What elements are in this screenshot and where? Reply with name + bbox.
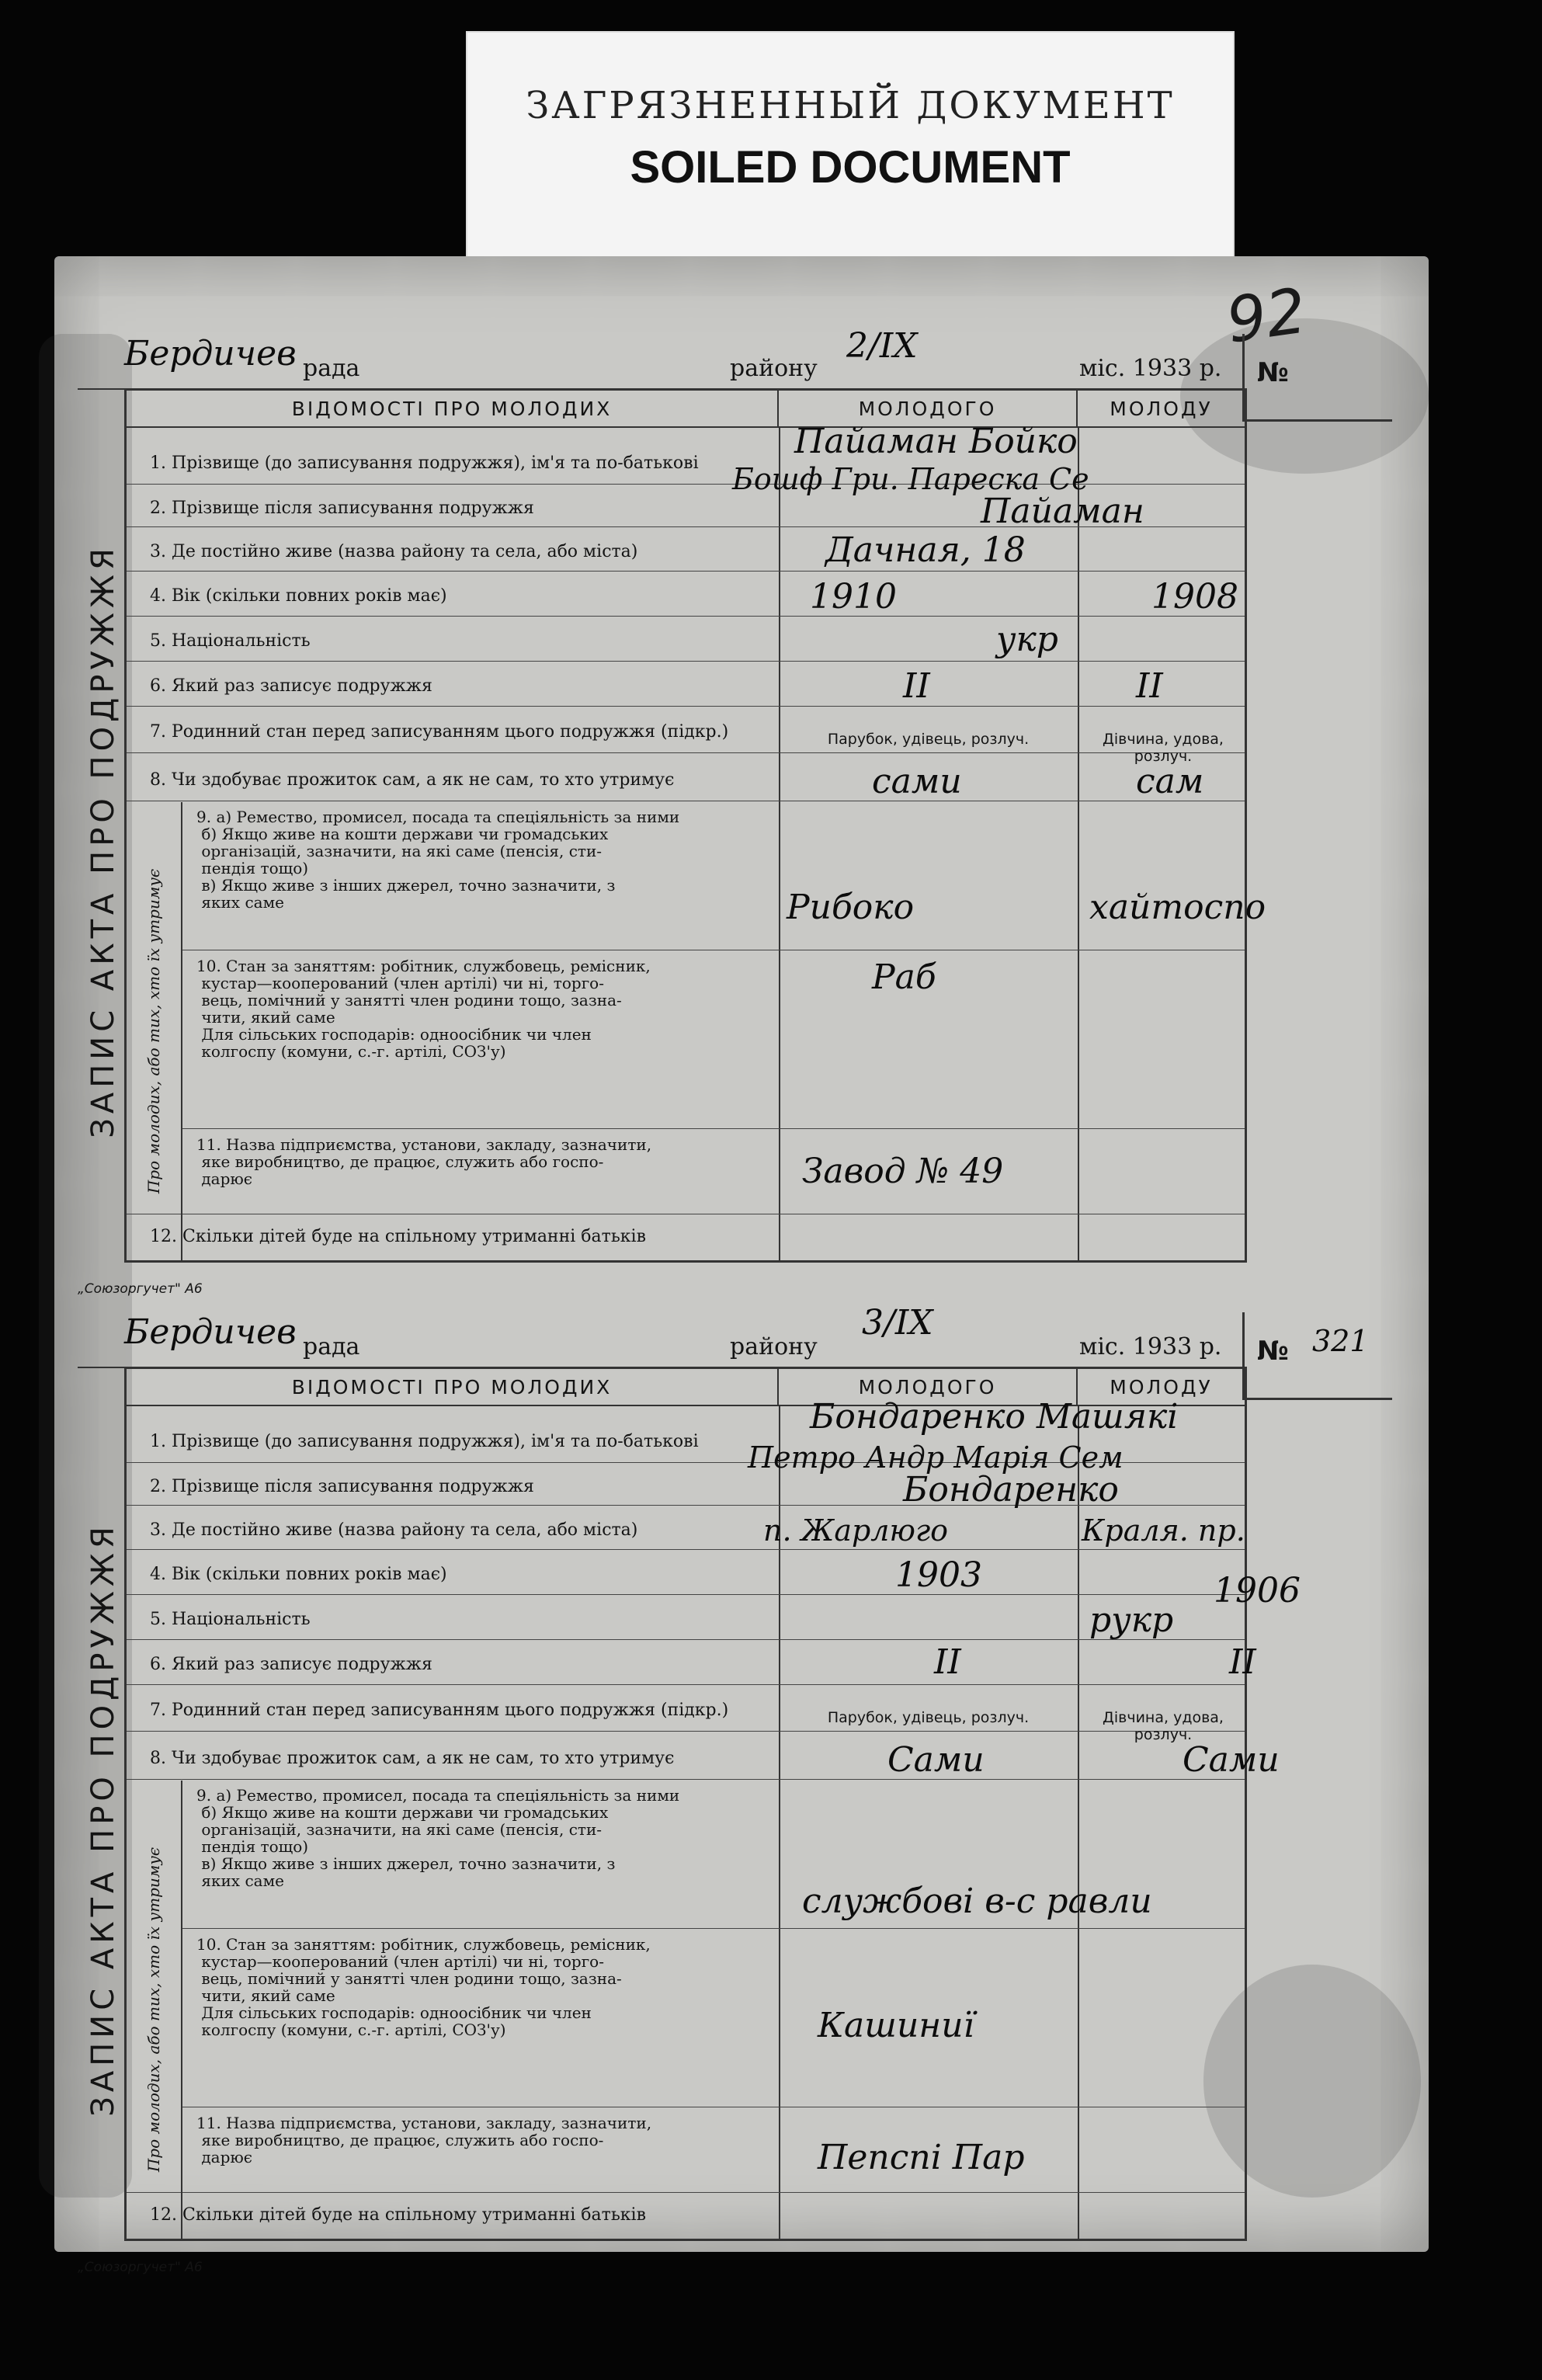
sidebar-title: ЗАПИС АКТА ПРО ПОДРУЖЖЯ [85, 1522, 121, 2117]
hw-row9: службові в-с равли [802, 1881, 1152, 1921]
column-header-info: ВІДОМОСТІ ПРО МОЛОДИХ [127, 391, 779, 428]
form-grid [85, 1367, 1301, 2241]
hw-row11: Завод № 49 [802, 1152, 1004, 1191]
column-divider [779, 426, 780, 1260]
hw-row6-bride: II [1229, 1642, 1256, 1682]
form-sidebar [84, 1400, 123, 2239]
question-9: 9. а) Ремество, промисел, посада та спеціяльність за ними б) Якщо живе на кошти держави чи громадських організацій, зазначити, на які саме (пенсія, сти- пендія тощо) в) Якщо живе з інших джерел, точно зазначити, з яких саме [196, 1786, 680, 1890]
question-1: 1. Прізвище (до записування подружжя), ім'я та по-батькові [150, 453, 699, 473]
record-number-label: № [1257, 1336, 1289, 1367]
hint-groom-status: Парубок, удівець, розлуч. [827, 731, 1030, 748]
hw-record-number: 321 [1312, 1324, 1369, 1358]
column-header-groom: МОЛОДОГО [779, 391, 1078, 428]
question-5: 5. Національність [150, 1610, 311, 1629]
hw-row9-bride: хайтоспо [1089, 888, 1266, 927]
hw-row2: Бондаренко [903, 1470, 1119, 1510]
question-8: 8. Чи здобуває прожиток сам, а як не сам, то хто утримує [150, 770, 675, 790]
hw-row6-groom: II [903, 666, 930, 706]
question-10: 10. Стан за заняттям: робітник, службовець, ремісник, кустар—кооперований (член артілі) чи ні, торго- вець, помічний у занятті член родини тощо, зазна- чити, який саме Для сільських господарів: одноосібник чи член колгоспу (комуни, с.-г. артілі, СОЗ'у) [196, 1935, 651, 2039]
hw-row5: рукр [1089, 1600, 1174, 1640]
hw-row4-bride: 1908 [1151, 577, 1238, 617]
question-4: 4. Вік (скільки повних років має) [150, 586, 447, 606]
row-line [181, 1128, 1245, 1129]
hw-row1-a: Бондаренко Машякі [810, 1397, 1179, 1437]
row-line [127, 1731, 1245, 1732]
row-line [127, 661, 1245, 662]
question-7: 7. Родинний стан перед записуванням цього подружжя (підкр.) [150, 1701, 729, 1720]
question-7: 7. Родинний стан перед записуванням цього подружжя (підкр.) [150, 722, 729, 742]
question-11: 11. Назва підприємства, установи, закладу, зазначити, яке виробництво, де працює, служить або госпо- дарює [196, 2114, 652, 2166]
hw-row11: Пепспі Пар [818, 2138, 1025, 2177]
row-line [127, 1549, 1245, 1550]
row-line [127, 1594, 1245, 1595]
subsection-title: Про молодих, або тих, хто їх утримує [144, 868, 163, 1194]
form-sidebar [84, 422, 123, 1260]
question-6: 6. Який раз записує подружжя [150, 676, 432, 696]
hw-row8-bride: Сами [1183, 1740, 1280, 1780]
hw-date: 3/IX [862, 1303, 933, 1343]
column-header-bride: МОЛОДУ [1078, 391, 1245, 428]
column-divider [1078, 426, 1079, 1260]
row-line [127, 706, 1245, 707]
row-line [127, 1639, 1245, 1640]
rada-label: рада [303, 355, 360, 382]
question-3: 3. Де постійно живе (назва району та села, або міста) [150, 542, 638, 561]
hw-row3-bride: Краля. пр. [1082, 1513, 1245, 1548]
rada-label: рада [303, 1333, 360, 1360]
label-ru: ЗАГРЯЗНЕННЫЙ ДОКУМЕНТ [526, 84, 1175, 127]
hw-row3-groom: п. Жарлюго [763, 1513, 949, 1548]
hw-row8-groom: Сами [887, 1740, 985, 1780]
marriage-form-bottom [78, 1303, 1390, 2275]
row-line [127, 2192, 1245, 2193]
month-label: міс. 1933 р. [1079, 355, 1222, 382]
row-line [127, 752, 1245, 753]
question-11: 11. Назва підприємства, установи, закладу, зазначити, яке виробництво, де працює, служить або госпо- дарює [196, 1135, 652, 1188]
hint-bride-status: Дівчина, удова, розлуч. [1103, 731, 1224, 765]
form-grid [85, 388, 1266, 1263]
month-label: міс. 1933 р. [1079, 1333, 1222, 1360]
hw-row1-a: Пайаман Бойко [794, 422, 1078, 461]
question-4: 4. Вік (скільки повних років має) [150, 1565, 447, 1584]
hw-row10: Кашиниї [818, 2006, 974, 2045]
hw-row2: Пайаман [981, 492, 1144, 531]
question-2: 2. Прізвище після записування подружжя [150, 499, 534, 518]
hw-row9-groom: Рибоко [787, 888, 915, 927]
hint-groom-status: Парубок, удівець, розлуч. [827, 1709, 1030, 1726]
question-9: 9. а) Ремество, промисел, посада та спеціяльність за ними б) Якщо живе на кошти держави чи громадських організацій, зазначити, на які саме (пенсія, сти- пендія тощо) в) Якщо живе з інших джерел, точно зазначити, з яких саме [196, 808, 680, 912]
question-12: 12. Скільки дітей буде на спільному утриманні батьків [150, 1227, 646, 1246]
rayon-label: району [730, 1333, 818, 1360]
hw-row5: укр [996, 620, 1058, 659]
hw-row4-bride: 1906 [1214, 1571, 1301, 1610]
hw-date: 2/IX [846, 326, 918, 366]
hw-row4-groom: 1903 [895, 1555, 982, 1595]
hint-bride-status: Дівчина, удова, розлуч. [1103, 1709, 1224, 1743]
question-3: 3. Де постійно живе (назва району та села, або міста) [150, 1520, 638, 1540]
hw-row10: Раб [872, 957, 936, 997]
column-header-groom: МОЛОДОГО [779, 1369, 1078, 1406]
row-line [181, 1928, 1245, 1929]
sheet-number: 92 [1222, 274, 1311, 357]
hw-row1-b: Петро Андр Марія Сем [748, 1440, 1124, 1475]
printer-mark: „Союзоргучет" А6 [78, 1281, 203, 1297]
question-6: 6. Який раз записує подружжя [150, 1655, 432, 1674]
column-header-bride: МОЛОДУ [1078, 1369, 1245, 1406]
question-12: 12. Скільки дітей буде на спільному утриманні батьків [150, 2205, 646, 2225]
question-8: 8. Чи здобуває прожиток сам, а як не сам, то хто утримує [150, 1749, 675, 1768]
marriage-form-top [78, 326, 1390, 1297]
column-header-info: ВІДОМОСТІ ПРО МОЛОДИХ [127, 1369, 779, 1406]
rayon-label: району [730, 355, 818, 382]
question-5: 5. Національність [150, 631, 311, 651]
hw-row3: Дачная, 18 [825, 530, 1026, 570]
hw-row8-bride: сам [1136, 762, 1204, 801]
row-line [127, 616, 1245, 617]
hw-row8-groom: сами [872, 762, 962, 801]
row-line [127, 1684, 1245, 1685]
question-2: 2. Прізвище після записування подружжя [150, 1477, 534, 1496]
row-line [127, 1779, 1245, 1780]
record-number-label: № [1257, 357, 1289, 388]
subsection-sidebar [127, 1781, 182, 2239]
hw-rada-name: Бердичев [124, 1312, 297, 1352]
sidebar-title: ЗАПИС АКТА ПРО ПОДРУЖЖЯ [85, 544, 121, 1138]
printer-mark: „Союзоргучет" А6 [78, 2260, 203, 2275]
column-divider [1078, 1405, 1079, 2239]
hw-row4-groom: 1910 [810, 577, 897, 617]
record-number-box [1242, 334, 1392, 422]
question-10: 10. Стан за заняттям: робітник, службовець, ремісник, кустар—кооперований (член артілі) чи ні, торго- вець, помічний у занятті член родини тощо, зазна- чити, який саме Для сільських господарів: одноосібник чи член колгоспу (комуни, с.-г. артілі, СОЗ'у) [196, 957, 651, 1061]
label-en: SOILED DOCUMENT [630, 142, 1071, 193]
row-line [127, 571, 1245, 572]
soiled-document-label [466, 31, 1235, 259]
hw-rada-name: Бердичев [124, 334, 297, 374]
hw-row1-b: Бошф Гри. Пареска Се [732, 462, 1089, 496]
hw-row6-groom: II [934, 1642, 961, 1682]
subsection-title: Про молодих, або тих, хто їх утримує [144, 1847, 163, 2173]
subsection-sidebar [127, 802, 182, 1260]
hw-row6-bride: II [1136, 666, 1163, 706]
question-1: 1. Прізвище (до записування подружжя), ім'я та по-батькові [150, 1432, 699, 1451]
